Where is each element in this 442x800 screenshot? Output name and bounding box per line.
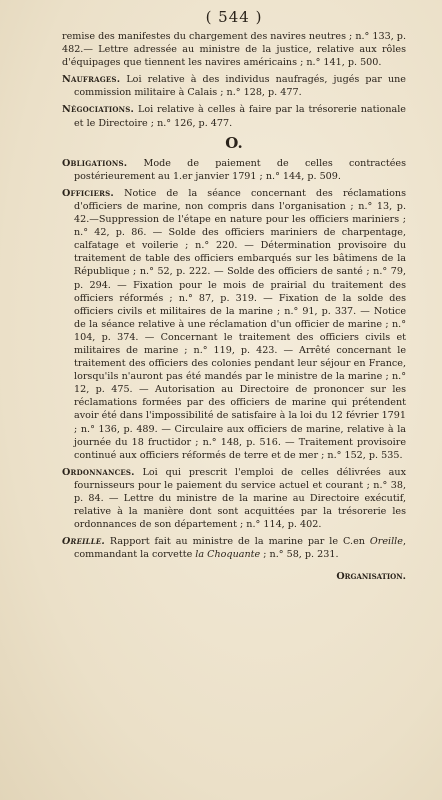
person-name: Oreille <box>369 536 403 548</box>
entry-text: Loi qui prescrit l'emploi de celles délivrées aux fournisseurs pour le paiement du service actuel et courant ; n.° 38, p. 84. — Lettre du ministre de la marine au Directoire exécutif, relative à la manière dont sont acquittées par la trésorerie les ordonnances de son département ; n.° 114, p. 402. <box>74 466 406 531</box>
entry-heading: Ordonnances. <box>62 466 135 478</box>
entry-heading: Obligations. <box>62 157 128 169</box>
entry-oreille <box>62 535 406 561</box>
entry-text: Notice de la séance concernant des réclamations d'officiers de marine, non compris dans l'organisation ; n.° 13, p. 42.—Suppression de l'étape en nature pour les officiers mariniers ; n.° 42, p. 86. — Solde des officiers mariniers de charpentage, calfatage et voilerie ; n.° 220. — Détermination provisoire du traitement de table des officiers embarqués sur les bâtimens de la République ; n.° 52, p. 222. — Solde des officiers de santé ; n.° 79, p. 294. — Fixation pour le mois de prairial du traitement des officiers réformés ; n.° 87, p. 319. — Fixation de la solde des officiers civils et militaires de la marine ; n.° 91, p. 337. — Notice de la séance relative à une réclamation d'un officier de marine ; n.° 104, p. 374. — Concernant le traitement des officiers civils et militaires de marine ; n.° 119, p. 423. — Arrêté concernant le traitement des officiers des colonies pendant leur séjour en France, lorsqu'ils n'auront pas été mandés par le ministre de la marine ; n.° 12, p. 475. — Autorisation au Directoire de prononcer sur les réclamations formées par des officiers de marine qui prétendent avoir été dans l'impossibilité de satisfaire à la loi du 12 février 1791 ; n.° 136, p. 489. — Circulaire aux officiers de marine, relative à la journée du 18 fructidor ; n.° 148, p. 516. — Traitement provisoire continué aux officiers réformés de terre et de mer ; n.° 152, p. 535. <box>74 187 406 461</box>
entry-heading: Oreille. <box>62 536 105 548</box>
page-number: ( 544 ) <box>205 8 263 26</box>
entry-officiers <box>62 187 406 462</box>
entry-naufrages <box>62 73 406 99</box>
entry-text: Loi relative à celles à faire par la trésorerie nationale et le Directoire ; n.° 126, p. 477. <box>74 104 406 129</box>
section-letter: O. <box>225 133 243 152</box>
entry-remise: remise des manifestes du chargement des navires neutres ; n.° 133, p. 482.— Lettre adressée au ministre de la justice, relative aux rôles d'équipages que tiennent les navires américains ; n.° 141, p. 500. <box>62 31 406 69</box>
ship-name: la Choquante <box>195 549 261 561</box>
entry-text: Mode de paiement de celles contractées postérieurement au 1.er janvier 1791 ; n.° 144, p. 509. <box>74 157 406 182</box>
entry-text: Rapport fait au ministre de la marine par le C.en <box>104 536 370 548</box>
entry-ordonnances <box>62 466 406 531</box>
catchword: Organisation. <box>336 571 406 583</box>
entry-heading: Négociations. <box>62 104 135 116</box>
entry-text: Loi relative à des individus naufragés, jugés par une commission militaire à Calais ; n.° 128, p. 477. <box>74 74 406 99</box>
entry-text: , commandant la corvette <box>74 536 406 561</box>
entry-heading: Naufrages. <box>62 74 121 86</box>
entry-heading: Officiers. <box>62 187 114 199</box>
entry-obligations <box>62 157 406 183</box>
entry-text: ; n.° 58, p. 231. <box>260 549 339 561</box>
entry-negociations <box>62 103 406 129</box>
